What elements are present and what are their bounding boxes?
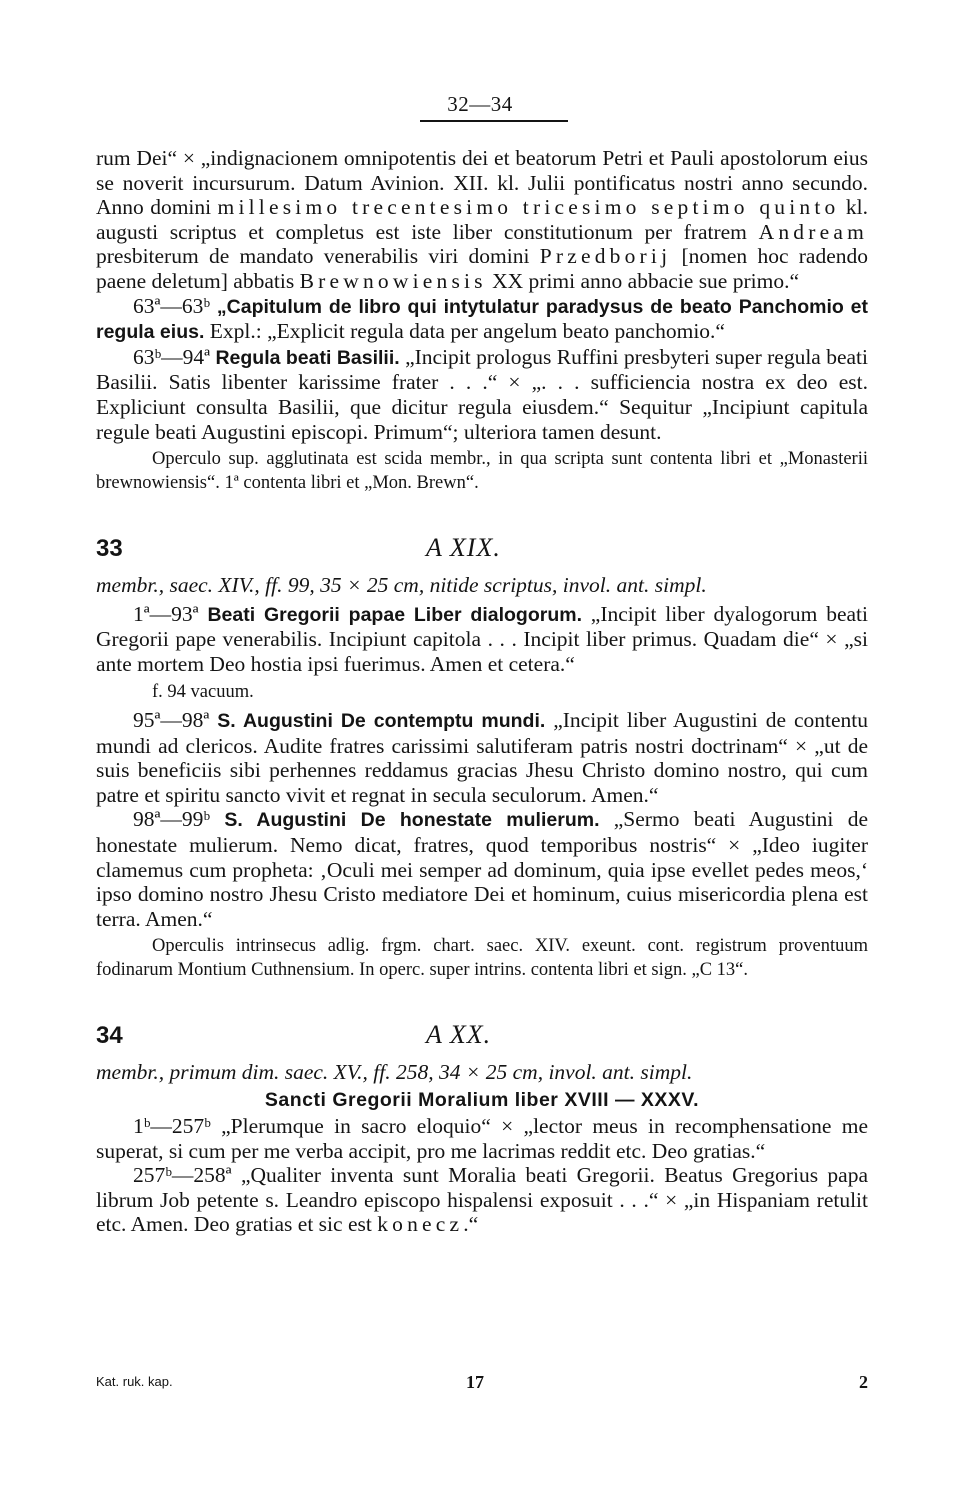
entry33-description: membr., saec. XIV., ff. 99, 35 × 25 cm, nitide scriptus, invol. ant. simpl. bbox=[96, 573, 707, 598]
entry34-work-title: Sancti Gregorii Moralium liber XVIII — XXXV. bbox=[264, 1088, 700, 1111]
item-title: Beati Gregorii papae Liber dialogorum. bbox=[207, 603, 582, 626]
entry32-item-panchomio bbox=[96, 294, 868, 345]
item-text: „Incipit prologus Ruffini presbyteri super regula beati Basilii. Satis libenter karissime frater . . .“ × „. . . sufficiencia nostra ex deo est. Expliciunt consulta Basilii, que dicitur regula eiusdem.“ Sequitur „Incipiunt capitula regule beati Augustini episcopi. Primum“; ulteriora tamen desunt. bbox=[96, 344, 868, 444]
text-run: XX primi anno abbacie sue primo.“ bbox=[486, 268, 800, 293]
entry-number: 34 bbox=[96, 1022, 123, 1050]
item-title: „Capitulum de libro qui intytulatur paradysus de beato Panchomio et regula eius. bbox=[96, 295, 868, 344]
entry32-item-basilius bbox=[96, 345, 868, 444]
item-title: S. Augustini De honestate mulierum. bbox=[224, 809, 600, 832]
entry33-vacuum: f. 94 vacuum. bbox=[152, 681, 254, 702]
item-text: „Sermo beati Augustini de honestate mulierum. Nemo dicat, fratres, quod temporibus nostris“ × „Ideo iugiter clamemus cum propheta: ‚Oculi mei semper ad dominum, quia ipse evellet pedes meos,‘ ipso domino nostro Jhesu Cristo mediatore Dei et hominum, cuius misericordia plena est terra. Amen.“ bbox=[96, 807, 868, 931]
entry33-heading bbox=[96, 533, 868, 563]
shelfmark: A XX. bbox=[426, 1020, 492, 1050]
entry34-item-inventa bbox=[96, 1163, 868, 1237]
entry32-note: Operculo sup. agglutinata est scida membr., in qua scripta sunt contenta libri et „Monasterii brewnowiensis“. 1ª contenta libri et „Mon. Brewn“. bbox=[96, 449, 868, 493]
spaced-date: millesimo trecentesimo tricesimo septimo quinto bbox=[217, 195, 840, 220]
entry33-item-dialogi bbox=[96, 602, 868, 677]
folio-range: 95ª—98ª bbox=[133, 708, 218, 732]
item-text: „Incipit liber Augustini de contentu mundi ad clericos. Audite fratres carissimi salutiferam patris nostri doctrinam“ × „ut de suis beneficiis sibi perhennes reddamus gracias Jhesu Christo domino nostro, qui cum patre et spiritu sancto vivit et regnat in secula seculorum. Amen.“ bbox=[96, 708, 868, 807]
page-footer bbox=[96, 1372, 868, 1396]
spaced-name-przedborij: Przedborij bbox=[539, 244, 672, 269]
signature-mark: Kat. ruk. kap. bbox=[96, 1374, 173, 1389]
text-run: kl. augusti scriptus et completus est iste liber constitutionum per fratrem bbox=[96, 195, 868, 244]
entry-number: 33 bbox=[96, 535, 123, 563]
page-number: 17 bbox=[466, 1372, 484, 1392]
item-text: 257ᵇ—258ª „Qualiter inventa sunt Moralia beati Gregorii. Beatus Gregorius papa librum Job petente s. Leandro episcopo hispalensi exposuit . . .“ × „in Hispaniam retulit etc. Amen. Deo gratias et sic est bbox=[96, 1163, 868, 1237]
item-text: „Incipit liber dyalogorum beati Gregorii pape venerabilis. Incipiunt capitola . . . Incipit liber primus. Quadam die“ × „si ante mortem Deo hostia ipsi fuerimus. Amen et cetera.“ bbox=[96, 601, 868, 676]
item-title: S. Augustini De contemptu mundi. bbox=[217, 710, 546, 732]
text-run: [nomen hoc radendo paene deletum] abbatis bbox=[96, 244, 868, 293]
item-text: Expl.: „Explicit regula data per angelum beato panchomio.“ bbox=[204, 319, 725, 344]
item-title: Regula beati Basilii. bbox=[215, 346, 400, 369]
entry33-note: Operculis intrinsecus adlig. frgm. chart. saec. XIV. exeunt. cont. registrum proventuum fodinarum Montium Cuthnensium. In operc. super intrins. contenta libri et sign. „C 13“. bbox=[96, 936, 868, 980]
text-run: rum Dei“ × „indignacionem omnipotentis dei et beatorum Petri et Pauli apostolorum eius se noverit incursurum. Datum Avinion. XII. kl. Julii pontificatus nostri anno secundo. Anno domini bbox=[96, 146, 868, 220]
catalogue-body bbox=[96, 146, 868, 1237]
header-rule bbox=[420, 120, 568, 122]
entry33-item-contemptu bbox=[96, 708, 868, 807]
entry34-description: membr., primum dim. saec. XV., ff. 258, 34 × 25 cm, invol. ant. simpl. bbox=[96, 1060, 693, 1085]
entry32-colophon bbox=[96, 146, 868, 294]
entry34-heading bbox=[96, 1020, 868, 1050]
folio-range: 63ᵇ—94ª bbox=[133, 344, 216, 369]
spaced-name-brewnowiensis: Brewnowiensis bbox=[299, 268, 487, 293]
shelfmark: A XIX. bbox=[426, 533, 501, 563]
text-run: presbiterum de mandato venerabilis viri domini bbox=[96, 244, 540, 269]
item-text-end: .“ bbox=[463, 1212, 479, 1237]
entry34-item-moralia: 1ᵇ—257ᵇ „Plerumque in sacro eloquio“ × „lector meus in recomphensatione me superat, si cum per me verba accipit, pro me lacrimas reddit etc. Deo gratias.“ bbox=[96, 1113, 868, 1163]
folio-range: 1ª—93ª bbox=[133, 601, 208, 626]
spaced-name-andream: Andream bbox=[758, 219, 868, 244]
spaced-word-konecz: konecz bbox=[377, 1212, 464, 1237]
entry33-item-honestate bbox=[96, 807, 868, 931]
running-head: 32—34 bbox=[447, 92, 513, 116]
gathering-number: 2 bbox=[859, 1372, 868, 1392]
folio-range: 63ª—63ᵇ bbox=[133, 293, 217, 318]
folio-range: 98ª—99ᵇ bbox=[133, 807, 225, 832]
